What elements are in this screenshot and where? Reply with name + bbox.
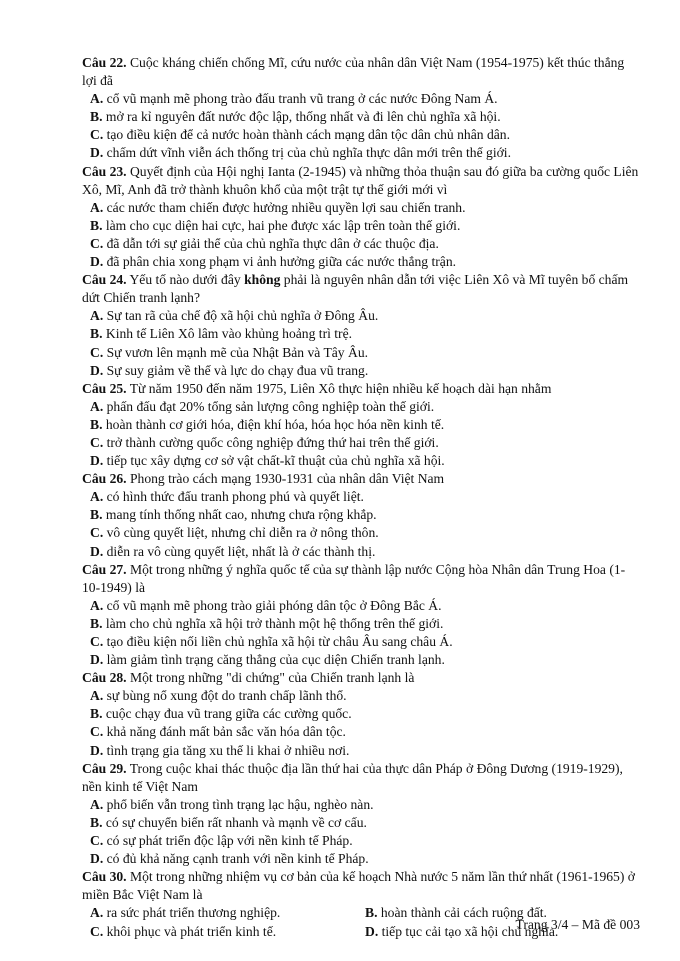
question-text: Cuộc kháng chiến chống Mĩ, cứu nước của nhân dân Việt Nam (1954-1975) kết thúc thắng lợi đã	[82, 55, 625, 89]
question-stem	[82, 163, 640, 199]
answer-option: A. Sự tan rã của chế độ xã hội chủ nghĩa ở Đông Âu.	[90, 308, 379, 324]
answer-option: D. tình trạng gia tăng xu thế li khai ở nhiều nơi.	[90, 742, 350, 758]
answer-option: D. Sự suy giảm về thế và lực do chạy đua vũ trang.	[90, 362, 369, 378]
question-number: Câu 30.	[82, 869, 127, 885]
exam-page	[82, 54, 640, 941]
answer-option: D. diễn ra vô cùng quyết liệt, nhất là ở các thành thị.	[90, 543, 376, 559]
answer-option: A. ra sức phát triển thương nghiệp.	[90, 905, 281, 921]
answer-option: D. tiếp tục cải tạo xã hội chủ nghĩa.	[365, 923, 559, 939]
answer-option: B. Kinh tế Liên Xô lâm vào khủng hoảng trì trệ.	[90, 326, 353, 342]
question-number: Câu 23.	[82, 163, 127, 179]
answer-option: B. làm cho cục diện hai cực, hai phe được xác lập trên toàn thế giới.	[90, 217, 461, 233]
answer-option: B. mang tính thống nhất cao, nhưng chưa rộng khắp.	[90, 507, 377, 523]
question-stem	[82, 760, 640, 796]
question-number: Câu 25.	[82, 380, 127, 396]
answer-option: D. chấm dứt vĩnh viễn ách thống trị của chủ nghĩa thực dân mới trên thế giới.	[90, 145, 511, 161]
answer-option: C. khả năng đánh mất bản sắc văn hóa dân tộc.	[90, 724, 346, 740]
answer-option: A. cổ vũ mạnh mẽ phong trào giải phóng dân tộc ở Đông Bắc Á.	[90, 597, 442, 613]
emphasis-not: không	[244, 272, 281, 288]
question-number: Câu 26.	[82, 471, 127, 487]
answer-option: C. vô cùng quyết liệt, nhưng chỉ diễn ra ở nông thôn.	[90, 525, 379, 541]
question-number: Câu 28.	[82, 670, 127, 686]
question-stem: Câu 24. Yếu tố nào dưới đây không phải là nguyên nhân dẫn tới việc Liên Xô và Mĩ tuyên bố chấm dứt Chiến tranh lạnh?	[82, 272, 629, 306]
question-stem	[82, 868, 640, 904]
question-stem	[82, 669, 640, 687]
answer-option: A. cổ vũ mạnh mẽ phong trào đấu tranh vũ trang ở các nước Đông Nam Á.	[90, 91, 498, 107]
answer-option: A. sự bùng nổ xung đột do tranh chấp lãnh thổ.	[90, 688, 347, 704]
question-stem	[82, 54, 640, 90]
question-stem	[82, 470, 640, 488]
answer-option: D. có đủ khả năng cạnh tranh với nền kinh tế Pháp.	[90, 851, 369, 867]
question-stem	[82, 561, 640, 597]
question-text: Một trong những nhiệm vụ cơ bản của kế hoạch Nhà nước 5 năm lần thứ nhất (1961-1965) ở miền Bắc Việt Nam là	[82, 869, 635, 903]
question-number: Câu 22.	[82, 55, 127, 70]
question-text: Từ năm 1950 đến năm 1975, Liên Xô thực hiện nhiều kế hoạch dài hạn nhằm	[129, 380, 552, 396]
answer-option: A. có hình thức đấu tranh phong phú và quyết liệt.	[90, 489, 364, 505]
question-text: Quyết định của Hội nghị Ianta (2-1945) và những thỏa thuận sau đó giữa ba cường quốc Liên Xô, Mĩ, Anh đã trở thành khuôn khổ của một trật tự thế giới mới vì	[82, 163, 639, 197]
answer-option: C. Sự vươn lên mạnh mẽ của Nhật Bản và Tây Âu.	[90, 344, 369, 360]
question-text: Trong cuộc khai thác thuộc địa lần thứ hai của thực dân Pháp ở Đông Dương (1919-1929), nền kinh tế Việt Nam	[82, 760, 623, 794]
answer-option: C. có sự phát triển độc lập với nền kinh tế Pháp.	[90, 833, 353, 849]
answer-option: B. mở ra kỉ nguyên đất nước độc lập, thống nhất và đi lên chủ nghĩa xã hội.	[90, 109, 501, 125]
page-footer: Trang 3/4 – Mã đề 003	[515, 917, 640, 932]
answer-option: B. có sự chuyển biến rất nhanh và mạnh về cơ cấu.	[90, 814, 367, 830]
answer-option: A. phấn đấu đạt 20% tổng sản lượng công nghiệp toàn thế giới.	[90, 398, 435, 414]
answer-option: A. các nước tham chiến được hưởng nhiều quyền lợi sau chiến tranh.	[90, 199, 466, 215]
question-text: Một trong những "di chứng" của Chiến tranh lạnh là	[129, 670, 415, 686]
answer-option: C. trở thành cường quốc công nghiệp đứng thứ hai trên thế giới.	[90, 434, 439, 450]
question-number: Câu 24.	[82, 272, 127, 288]
answer-option: C. khôi phục và phát triển kinh tế.	[90, 923, 277, 939]
question-text: Một trong những ý nghĩa quốc tế của sự thành lập nước Cộng hòa Nhân dân Trung Hoa (1-10-1949) là	[82, 561, 626, 595]
question-stem	[82, 380, 640, 398]
answer-option: B. cuộc chạy đua vũ trang giữa các cường quốc.	[90, 706, 352, 722]
answer-option: D. đã phân chia xong phạm vi ảnh hưởng giữa các nước thắng trận.	[90, 254, 457, 270]
answer-option: B. làm cho chủ nghĩa xã hội trở thành một hệ thống trên thế giới.	[90, 615, 444, 631]
answer-option: A. phổ biến vẫn trong tình trạng lạc hậu, nghèo nàn.	[90, 796, 374, 812]
answer-option: B. hoàn thành cải cách ruộng đất.	[365, 905, 547, 921]
question-number: Câu 29.	[82, 760, 127, 776]
answer-option: C. đã dẫn tới sự giải thể của chủ nghĩa thực dân ở các thuộc địa.	[90, 235, 439, 251]
answer-option: C. tạo điều kiện để cả nước hoàn thành cách mạng dân tộc dân chủ nhân dân.	[90, 127, 510, 143]
answer-option: B. hoàn thành cơ giới hóa, điện khí hóa, hóa học hóa nền kinh tế.	[90, 416, 445, 432]
answer-option: C. tạo điều kiện nối liền chủ nghĩa xã hội từ châu Âu sang châu Á.	[90, 634, 453, 649]
answer-option: D. làm giảm tình trạng căng thẳng của cục diện Chiến tranh lạnh.	[90, 652, 445, 668]
question-number: Câu 27.	[82, 561, 127, 577]
answer-option: D. tiếp tục xây dựng cơ sở vật chất-kĩ thuật của chủ nghĩa xã hội.	[90, 453, 445, 469]
question-text: Phong trào cách mạng 1930-1931 của nhân dân Việt Nam	[129, 471, 445, 487]
